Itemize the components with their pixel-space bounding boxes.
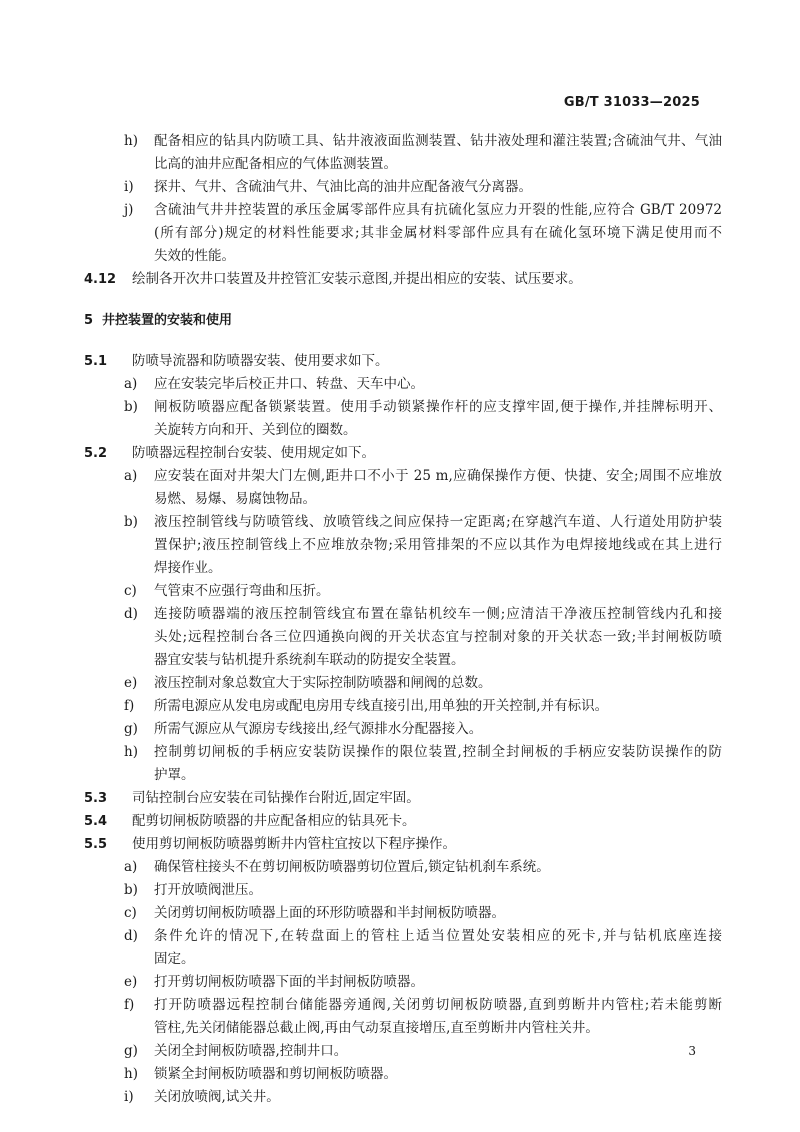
list-item: [124, 741, 722, 764]
list-item: [124, 925, 722, 948]
item-text-line: 护罩。: [154, 767, 195, 783]
list-item: [124, 580, 722, 603]
list-item-cont: [124, 764, 722, 787]
clause-5-4: [84, 810, 722, 833]
list-item-i: [124, 176, 722, 199]
list-item: [124, 856, 722, 879]
item-text-line: 液压控制对象总数宜大于实际控制防喷器和闸阀的总数。: [154, 675, 492, 691]
item-label: d): [124, 606, 138, 622]
item-label: a): [124, 859, 138, 875]
list-item-cont: [124, 649, 722, 672]
page-body: [84, 130, 722, 1109]
list-item: [124, 511, 722, 534]
item-label: b): [124, 514, 138, 530]
item-label: g): [124, 721, 138, 737]
page-number: 3: [688, 1044, 696, 1058]
item-label: f): [124, 997, 135, 1013]
clause-number: 5.2: [84, 446, 108, 461]
item-text-line: 关闭全封闸板防喷器,控制井口。: [154, 1043, 348, 1059]
list-item: [124, 396, 722, 419]
list-item-cont: [124, 534, 722, 557]
item-label: h): [124, 133, 138, 149]
clause-text: 使用剪切闸板防喷器剪断井内管柱宜按以下程序操作。: [132, 836, 456, 852]
item-text-line: 固定。: [154, 951, 195, 967]
list-item: [124, 902, 722, 925]
item-text-line: 气管束不应强行弯曲和压折。: [154, 583, 330, 599]
item-text-line: 所需气源应从气源房专线接出,经气源排水分配器接入。: [154, 721, 483, 737]
clause-4-12: [84, 268, 722, 291]
list-item: [124, 1086, 722, 1109]
item-text-line: 应在安装完毕后校正井口、转盘、天车中心。: [154, 376, 424, 392]
list-item-h-cont: [124, 153, 722, 176]
item-text-line: 所需电源应从发电房或配电房用专线直接引出,用单独的开关控制,并有标识。: [154, 698, 609, 714]
item-text-line: 关旋转方向和开、关到位的圈数。: [154, 422, 357, 438]
item-label: i): [124, 179, 134, 195]
item-text-line: 关闭剪切闸板防喷器上面的环形防喷器和半封闸板防喷器。: [154, 905, 505, 921]
clause-text: 防喷导流器和防喷器安装、使用要求如下。: [132, 353, 389, 369]
item-label: b): [124, 882, 138, 898]
list-item: [124, 1063, 722, 1086]
item-text-line: 条件允许的情况下,在转盘面上的管柱上适当位置处安装相应的死卡,并与钻机底座连接: [154, 928, 722, 944]
item-text-line: 头处;远程控制台各三位四通换向阀的开关状态宜与控制对象的开关状态一致;半封闸板防喷: [154, 629, 722, 645]
item-text-line: 器宜安装与钻机提升系统刹车联动的防提安全装置。: [154, 652, 465, 668]
item-text-line: 焊接作业。: [154, 560, 222, 576]
item-text-line: 连接防喷器端的液压控制管线宜布置在靠钻机绞车一侧;应清洁干净液压控制管线内孔和接: [154, 606, 722, 622]
item-text-line: 配备相应的钻具内防喷工具、钻井液液面监测装置、钻井液处理和灌注装置;含硫油气井、气油: [154, 133, 722, 149]
clause-number: 5.5: [84, 837, 108, 852]
list-item: [124, 718, 722, 741]
clause-5-5: [84, 833, 722, 856]
item-label: c): [124, 905, 137, 921]
clause-5-2: [84, 442, 722, 465]
item-text-line: 液压控制管线与防喷管线、放喷管线之间应保持一定距离;在穿越汽车道、人行道处用防护装: [154, 514, 722, 530]
item-text-line: 探井、气井、含硫油气井、气油比高的油井应配备液气分离器。: [154, 179, 532, 195]
item-label: g): [124, 1043, 138, 1059]
clause-number: 4.12: [84, 272, 117, 287]
list-item-cont: [124, 488, 722, 511]
item-label: a): [124, 468, 138, 484]
item-label: h): [124, 1066, 138, 1082]
item-text-line: 失效的性能。: [154, 248, 235, 264]
list-item: [124, 994, 722, 1017]
list-item-j-cont: [124, 245, 722, 268]
item-label: h): [124, 744, 138, 760]
list-item: [124, 672, 722, 695]
item-label: c): [124, 583, 137, 599]
section-heading-5: [84, 309, 722, 332]
clause-number: 5.4: [84, 814, 108, 829]
item-text-line: 置保护;液压控制管线上不应堆放杂物;采用管排架的不应以其作为电焊接地线或在其上进行: [154, 537, 722, 553]
clause-text: 司钻控制台应安装在司钻操作台附近,固定牢固。: [132, 790, 420, 806]
clause-text: 配剪切闸板防喷器的井应配备相应的钻具死卡。: [132, 813, 416, 829]
list-item: [124, 695, 722, 718]
list-item-j: [124, 199, 722, 222]
list-item-cont: [124, 1017, 722, 1040]
item-label: i): [124, 1089, 134, 1105]
clause-text: 防喷器远程控制台安装、使用规定如下。: [132, 445, 375, 461]
item-text-line: 易燃、易爆、易腐蚀物品。: [154, 491, 316, 507]
item-text-line: 确保管柱接头不在剪切闸板防喷器剪切位置后,锁定钻机刹车系统。: [154, 859, 550, 875]
item-text-line: 闸板防喷器应配备锁紧装置。使用手动锁紧操作杆的应支撑牢固,便于操作,并挂牌标明开、: [154, 399, 722, 415]
item-text-line: 含硫油气井井控装置的承压金属零部件应具有抗硫化氢应力开裂的性能,应符合 GB/T 20972: [154, 202, 722, 218]
clause-5-1: [84, 350, 722, 373]
list-item: [124, 879, 722, 902]
list-item: [124, 603, 722, 626]
item-text-line: 打开防喷器远程控制台储能器旁通阀,关闭剪切闸板防喷器,直到剪断井内管柱;若未能剪断: [154, 997, 722, 1013]
list-4-11-continued: [92, 130, 722, 268]
item-label: a): [124, 376, 138, 392]
item-label: e): [124, 675, 138, 691]
list-item-cont: [124, 948, 722, 971]
item-label: j): [124, 202, 134, 218]
item-text-line: 关闭放喷阀,试关井。: [154, 1089, 280, 1105]
clause-number: 5.3: [84, 791, 108, 806]
item-text-line: 控制剪切闸板的手柄应安装防误操作的限位装置,控制全封闸板的手柄应安装防误操作的防: [154, 744, 722, 760]
item-label: b): [124, 399, 138, 415]
list-item-cont: [124, 557, 722, 580]
item-label: f): [124, 698, 135, 714]
item-text-line: 打开剪切闸板防喷器下面的半封闸板防喷器。: [154, 974, 424, 990]
item-text-line: 应安装在面对井架大门左侧,距井口不小于 25 m,应确保操作方便、快捷、安全;周围不应堆放: [154, 468, 722, 484]
clause-number: 5.1: [84, 354, 108, 369]
item-label: e): [124, 974, 138, 990]
list-item: [124, 1040, 722, 1063]
item-text-line: 打开放喷阀泄压。: [154, 882, 262, 898]
item-text-line: 管柱,先关闭储能器总截止阀,再由气动泵直接增压,直至剪断井内管柱关井。: [154, 1020, 599, 1036]
standard-number: GB/T 31033—2025: [563, 95, 700, 110]
section-title: 井控装置的安装和使用: [102, 313, 233, 328]
list-item-cont: [124, 419, 722, 442]
list-item: [124, 971, 722, 994]
list-item-h: [124, 130, 722, 153]
list-item-j-cont: [124, 222, 722, 245]
section-number: 5: [84, 313, 94, 328]
list-item: [124, 465, 722, 488]
clause-5-3: [84, 787, 722, 810]
item-text-line: 锁紧全封闸板防喷器和剪切闸板防喷器。: [154, 1066, 397, 1082]
list-item: [124, 373, 722, 396]
list-item-cont: [124, 626, 722, 649]
clause-text: 绘制各开次井口装置及井控管汇安装示意图,并提出相应的安装、试压要求。: [132, 271, 582, 287]
item-text-line: 比高的油井应配备相应的气体监测装置。: [154, 156, 397, 172]
item-label: d): [124, 928, 138, 944]
item-text-line: (所有部分)规定的材料性能要求;其非金属材料零部件应具有在硫化氢环境下满足使用而不: [154, 225, 722, 241]
